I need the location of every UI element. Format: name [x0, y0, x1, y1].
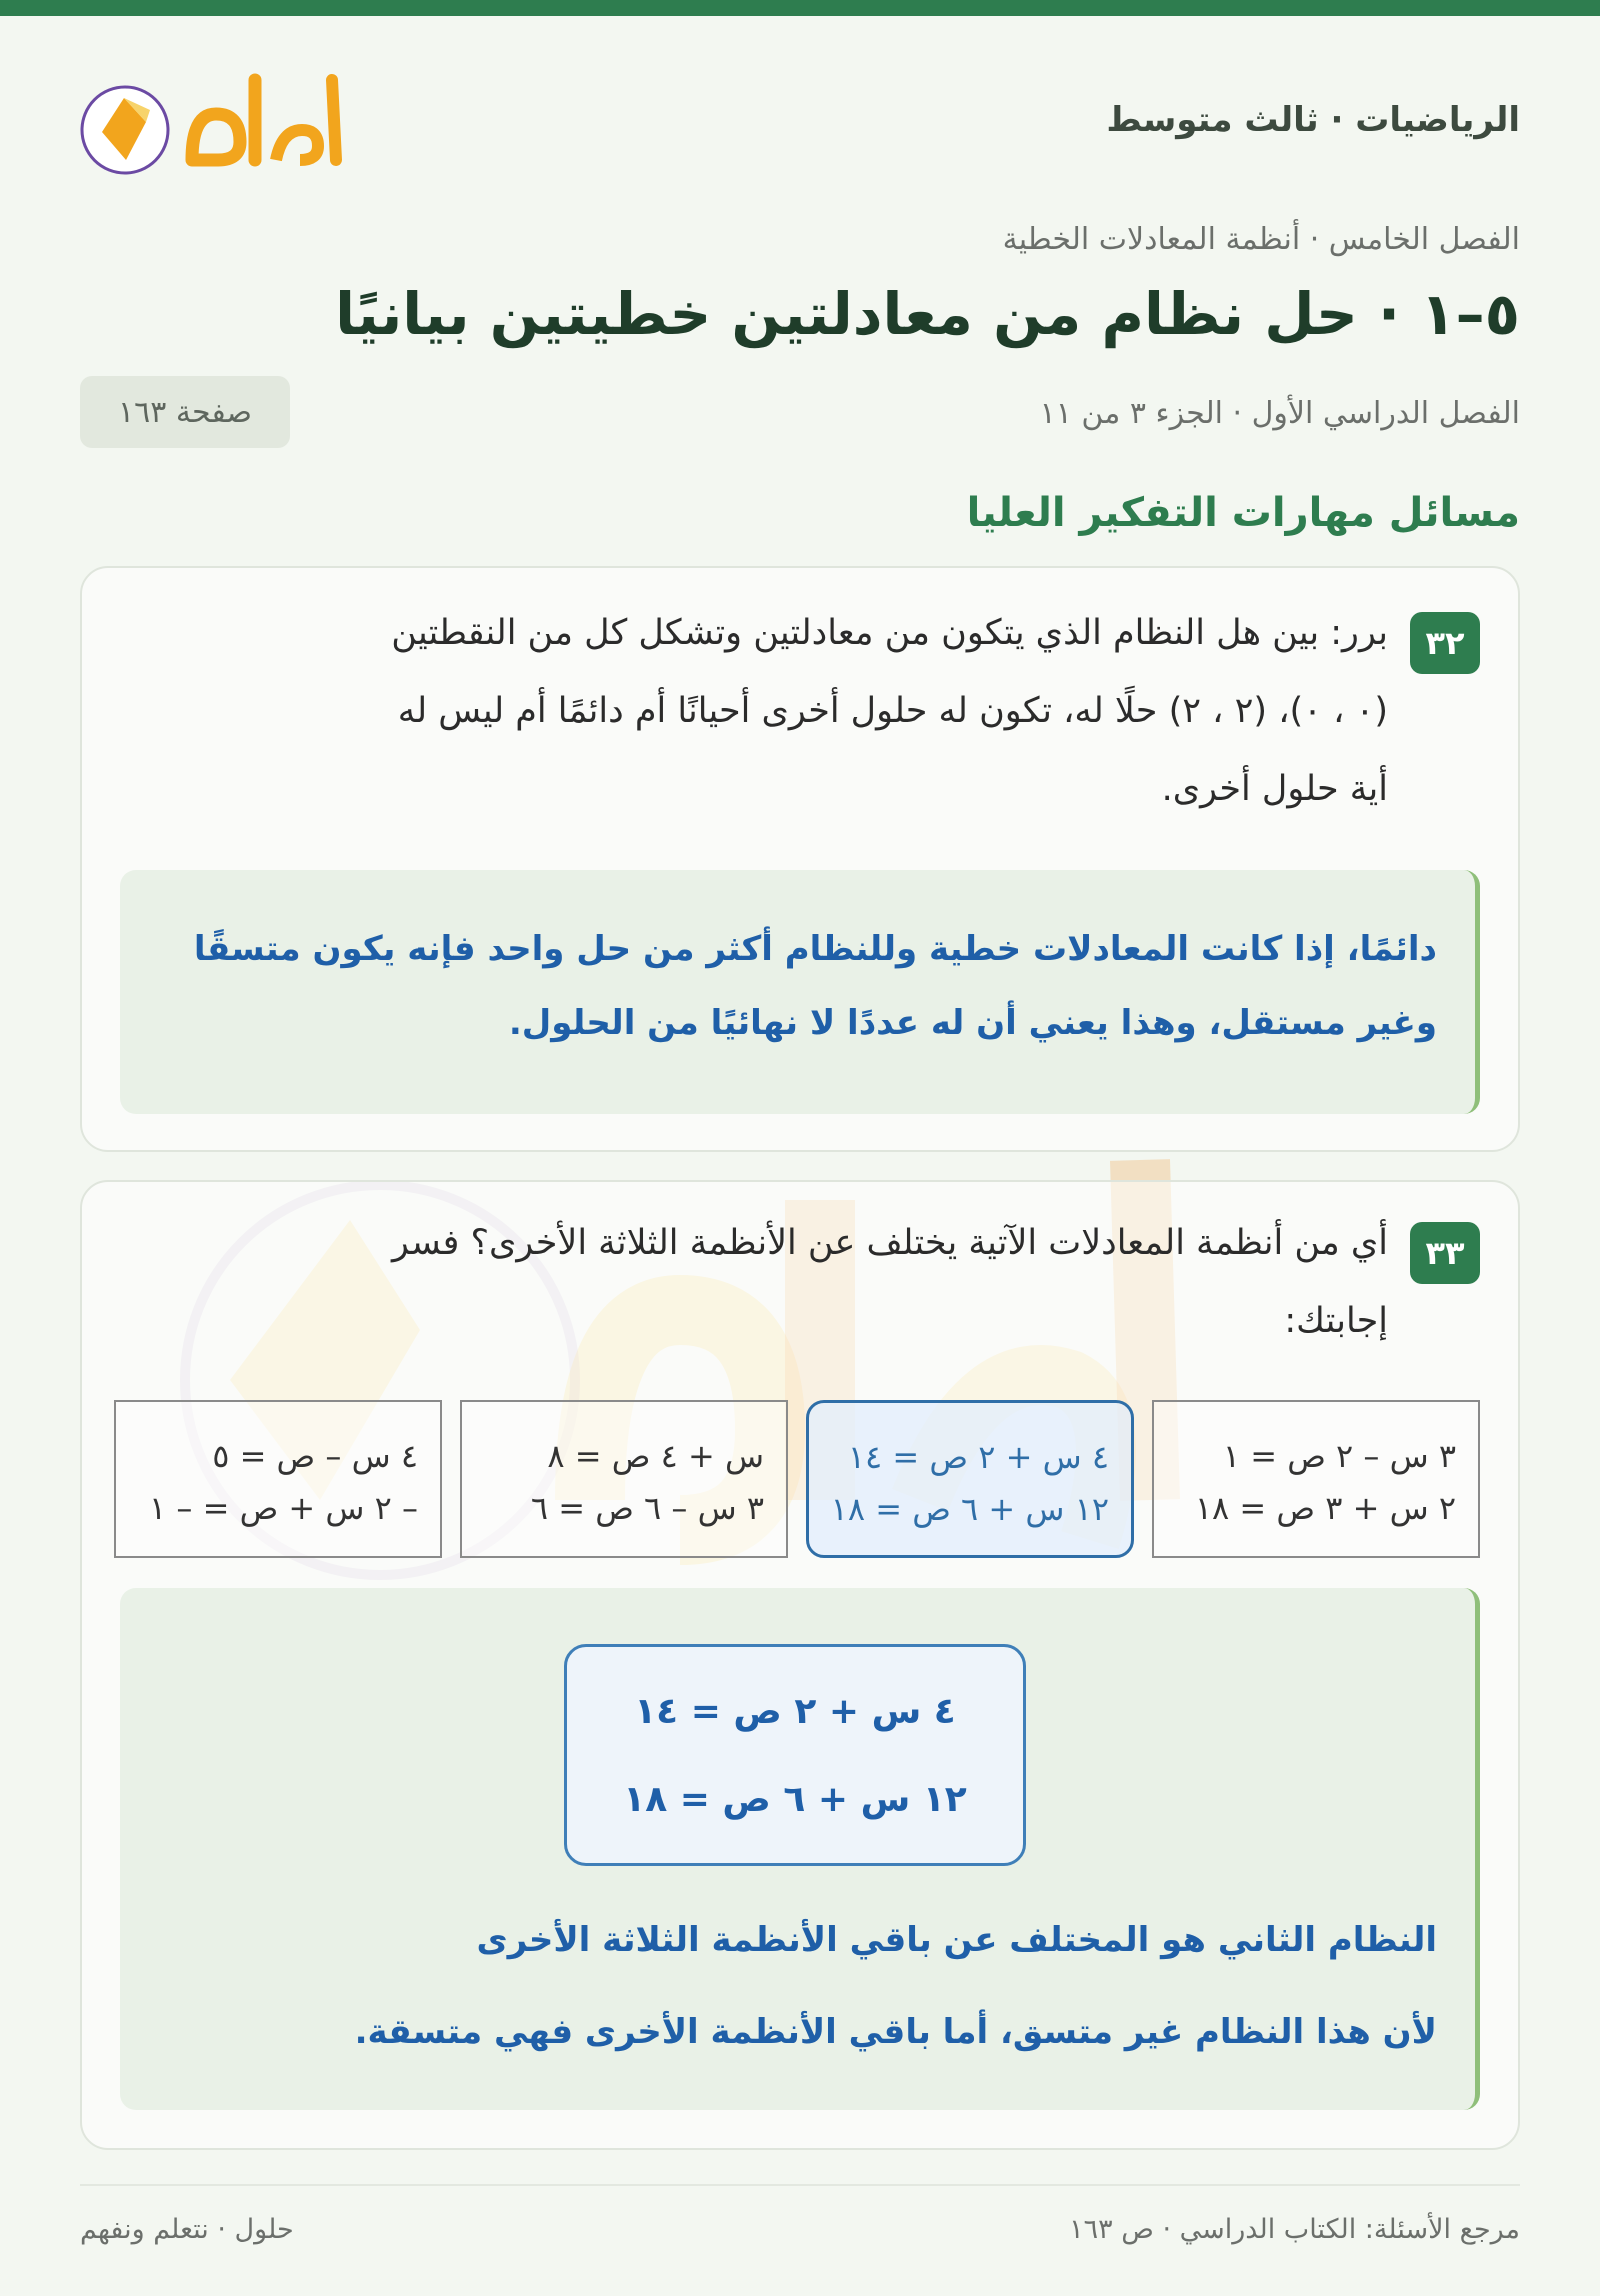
answer-box: [120, 1588, 1480, 2110]
question-card-32: [80, 566, 1520, 1152]
question-card-33: [80, 1180, 1520, 2150]
option-equation: ٢ س + ٣ ص = ١٨: [1194, 1489, 1456, 1527]
lesson-meta: الفصل الدراسي الأول · الجزء ٣ من ١١: [1039, 396, 1520, 431]
answer-line: لأن هذا النظام غير متسق، أما باقي الأنظمة الأخرى فهي متسقة.: [354, 2012, 1437, 2052]
page-badge: صفحة ١٦٣: [80, 376, 290, 448]
question-line: أي من أنظمة المعادلات الآتية يختلف عن الأنظمة الثلاثة الأخرى؟ فسر: [392, 1223, 1388, 1263]
chapter-breadcrumb: الفصل الخامس · أنظمة المعادلات الخطية: [1002, 222, 1520, 257]
question-number-badge: ٣٢: [1410, 612, 1480, 674]
lesson-title: ٥–١ · حل نظام من معادلتين خطيتين بيانيًا: [335, 280, 1520, 348]
question-line: أية حلول أخرى.: [1161, 769, 1388, 809]
option-equation: ٤ س + ٢ ص = ١٤: [847, 1438, 1109, 1476]
question-text: [172, 1204, 1388, 1360]
question-line: (٠ ، ٠)، (٢ ، ٢) حلًا له، تكون له حلول أخرى أحيانًا أم دائمًا أم ليس له: [397, 691, 1388, 731]
option-system-4[interactable]: [114, 1400, 442, 1558]
option-list: [120, 1400, 1480, 1558]
option-equation: ٣ س – ٦ ص = ٦: [530, 1489, 764, 1527]
question-number-badge: ٣٣: [1410, 1222, 1480, 1284]
answer-text: [158, 1894, 1437, 2078]
option-equation: ٣ س – ٢ ص = ١: [1222, 1437, 1456, 1475]
answer-line: دائمًا، إذا كانت المعادلات خطية وللنظام أكثر من حل واحد فإنه يكون متسقًا: [193, 929, 1437, 969]
answer-line: وغير مستقل، وهذا يعني أن له عددًا لا نهائيًا من الحلول.: [508, 1003, 1437, 1043]
answer-text: [158, 912, 1437, 1060]
option-system-3[interactable]: [460, 1400, 788, 1558]
option-system-1[interactable]: [1152, 1400, 1480, 1558]
answer-equation: ١٢ س + ٦ ص = ١٨: [623, 1779, 967, 1820]
footer-brand: حلول · نتعلم ونفهم: [80, 2214, 294, 2245]
answer-box: [120, 870, 1480, 1114]
answer-equation-box: [564, 1644, 1026, 1866]
option-equation: ١٢ س + ٦ ص = ١٨: [830, 1490, 1109, 1528]
question-text: [172, 594, 1388, 828]
page-header: [80, 60, 1520, 180]
question-line: إجابتك:: [1284, 1301, 1388, 1341]
answer-line: النظام الثاني هو المختلف عن باقي الأنظمة الثلاثة الأخرى: [476, 1920, 1437, 1960]
hulul-logo: [80, 60, 360, 180]
answer-equation: ٤ س + ٢ ص = ١٤: [634, 1691, 956, 1732]
top-accent-bar: [0, 0, 1600, 16]
question-line: برر: بين هل النظام الذي يتكون من معادلتين وتشكل كل من النقطتين: [391, 613, 1388, 653]
option-equation: – ٢ س + ص = – ١: [149, 1489, 418, 1527]
option-equation: س + ٤ ص = ٨: [547, 1437, 764, 1475]
section-title: مسائل مهارات التفكير العليا: [966, 490, 1520, 536]
footer-reference: مرجع الأسئلة: الكتاب الدراسي · ص ١٦٣: [1069, 2214, 1520, 2245]
option-system-2-selected[interactable]: [806, 1400, 1134, 1558]
option-equation: ٤ س – ص = ٥: [212, 1437, 418, 1475]
subject-label: الرياضيات · ثالث متوسط: [1106, 100, 1520, 140]
footer-divider: [80, 2184, 1520, 2186]
